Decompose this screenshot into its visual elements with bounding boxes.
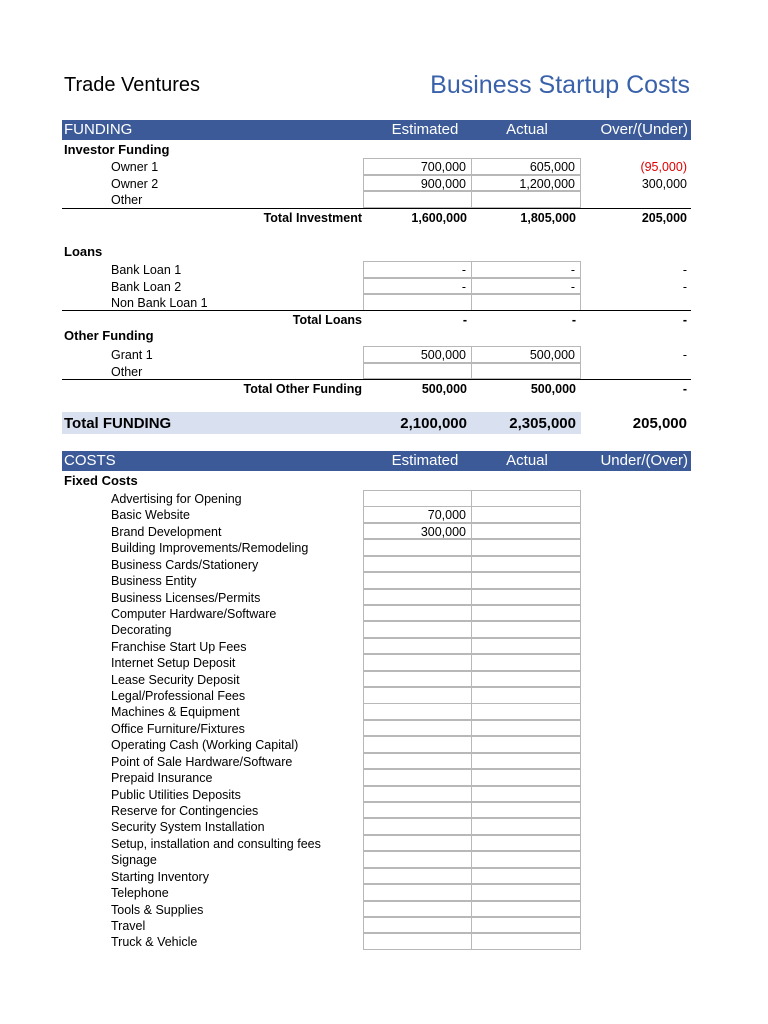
estimated-cell[interactable]	[363, 835, 472, 852]
costs-header	[62, 451, 691, 471]
actual-cell[interactable]	[471, 835, 581, 852]
estimated-value: -	[461, 279, 466, 294]
row-label: Security System Installation	[111, 820, 265, 835]
actual-cell[interactable]	[471, 556, 581, 573]
actual-value: 605,000	[529, 160, 575, 174]
row-label: Starting Inventory	[111, 869, 209, 884]
investor-funding-title: Investor Funding	[64, 142, 170, 157]
estimated-cell[interactable]	[363, 572, 472, 589]
row-label: Computer Hardware/Software	[111, 606, 277, 621]
table-row	[62, 279, 691, 296]
row-label: Signage	[111, 853, 157, 868]
estimated-cell[interactable]	[363, 191, 472, 208]
row-label: Other	[111, 364, 143, 379]
actual-cell[interactable]	[471, 261, 581, 278]
actual-cell[interactable]	[471, 523, 581, 540]
actual-cell[interactable]	[471, 346, 581, 363]
estimated-cell[interactable]	[363, 671, 472, 688]
row-label: Owner 2	[111, 176, 159, 191]
row-label: Prepaid Insurance	[111, 771, 213, 786]
estimated-cell[interactable]	[363, 294, 472, 311]
row-label: Advertising for Opening	[111, 492, 242, 506]
actual-cell[interactable]	[471, 605, 581, 622]
row-label: Business Entity	[111, 574, 197, 589]
total-other-funding-row	[62, 379, 691, 398]
actual-cell[interactable]	[471, 753, 581, 770]
table-row	[62, 836, 691, 853]
table-row	[62, 557, 691, 574]
total-other-funding-label: Total Other Funding	[243, 382, 362, 396]
actual-cell[interactable]	[471, 490, 581, 507]
total-loans-estimated: -	[462, 313, 467, 327]
total-investment-estimated: 1,600,000	[411, 211, 467, 225]
fixed-costs-title: Fixed Costs	[64, 473, 138, 488]
row-label: Building Improvements/Remodeling	[111, 541, 309, 556]
diff-value: -	[682, 263, 687, 277]
total-funding-diff: 205,000	[632, 415, 687, 432]
actual-cell[interactable]	[471, 278, 581, 295]
total-investment-row	[62, 208, 691, 227]
estimated-cell[interactable]	[363, 654, 472, 671]
estimated-value: 70,000	[427, 508, 466, 523]
actual-cell[interactable]	[471, 654, 581, 671]
other-funding-title: Other Funding	[64, 328, 154, 343]
actual-cell[interactable]	[471, 901, 581, 918]
row-label: Lease Security Deposit	[111, 672, 240, 687]
company-name: Trade Ventures	[64, 74, 201, 96]
actual-cell[interactable]	[471, 539, 581, 556]
estimated-cell[interactable]	[363, 506, 472, 523]
estimated-value: 700,000	[420, 160, 466, 174]
row-label: Travel	[111, 918, 146, 933]
row-label: Brand Development	[111, 524, 222, 539]
estimated-cell[interactable]	[363, 851, 472, 868]
table-row	[62, 655, 691, 672]
estimated-cell[interactable]	[363, 687, 472, 704]
row-label: Bank Loan 2	[111, 279, 182, 294]
table-row	[62, 852, 691, 869]
estimated-value: 500,000	[420, 348, 466, 362]
row-label: Office Furniture/Fixtures	[111, 721, 245, 736]
estimated-cell[interactable]	[363, 901, 472, 918]
row-label: Basic Website	[111, 508, 190, 523]
estimated-cell[interactable]	[363, 621, 472, 638]
total-other-funding-actual: 500,000	[530, 382, 576, 396]
table-row	[62, 364, 691, 381]
total-funding-label: Total FUNDING	[64, 415, 172, 432]
actual-cell[interactable]	[471, 884, 581, 901]
table-row	[62, 787, 691, 804]
actual-cell[interactable]	[471, 703, 581, 720]
estimated-value: -	[461, 263, 466, 277]
table-row	[62, 507, 691, 524]
row-label: Franchise Start Up Fees	[111, 639, 247, 654]
actual-cell[interactable]	[471, 720, 581, 737]
actual-cell[interactable]	[471, 786, 581, 803]
estimated-cell[interactable]	[363, 917, 472, 934]
estimated-cell[interactable]	[363, 818, 472, 835]
row-label: Reserve for Contingencies	[111, 803, 259, 818]
total-funding-estimated: 2,100,000	[400, 415, 467, 432]
table-row	[62, 902, 691, 919]
costs-header-estimated: Estimated	[391, 452, 459, 469]
row-label: Telephone	[111, 886, 169, 901]
estimated-cell[interactable]	[363, 363, 472, 380]
costs-header-actual: Actual	[506, 452, 548, 469]
page-title: Business Startup Costs	[430, 71, 690, 99]
table-row	[62, 819, 691, 836]
actual-value: -	[570, 263, 575, 277]
estimated-cell[interactable]	[363, 261, 472, 278]
total-loans-row	[62, 310, 691, 329]
total-loans-diff: -	[682, 313, 687, 327]
row-label: Truck & Vehicle	[111, 935, 198, 950]
actual-cell[interactable]	[471, 736, 581, 753]
funding-header-label: FUNDING	[64, 121, 133, 138]
estimated-cell[interactable]	[363, 933, 472, 950]
row-label: Legal/Professional Fees	[111, 689, 246, 704]
row-label: Public Utilities Deposits	[111, 787, 241, 802]
table-row	[62, 885, 691, 902]
funding-header-actual: Actual	[506, 121, 548, 138]
table-row	[62, 590, 691, 607]
estimated-cell[interactable]	[363, 556, 472, 573]
row-label: Owner 1	[111, 160, 159, 174]
table-row	[62, 540, 691, 557]
table-row	[62, 176, 691, 193]
estimated-cell[interactable]	[363, 605, 472, 622]
estimated-cell[interactable]	[363, 638, 472, 655]
actual-cell[interactable]	[471, 589, 581, 606]
row-label: Other	[111, 193, 143, 207]
row-label: Machines & Equipment	[111, 705, 240, 720]
total-funding-row	[62, 412, 691, 434]
estimated-cell[interactable]	[363, 158, 472, 175]
estimated-cell[interactable]	[363, 175, 472, 192]
row-label: Point of Sale Hardware/Software	[111, 754, 293, 769]
total-loans-label: Total Loans	[292, 313, 362, 327]
diff-value: -	[682, 279, 687, 294]
actual-cell[interactable]	[471, 802, 581, 819]
actual-cell[interactable]	[471, 917, 581, 934]
table-row	[62, 754, 691, 771]
actual-cell[interactable]	[471, 818, 581, 835]
estimated-cell[interactable]	[363, 490, 472, 507]
total-funding-actual: 2,305,000	[509, 415, 576, 432]
row-label: Internet Setup Deposit	[111, 656, 236, 671]
actual-cell[interactable]	[471, 506, 581, 523]
actual-cell[interactable]	[471, 851, 581, 868]
estimated-cell[interactable]	[363, 868, 472, 885]
estimated-value: 900,000	[420, 176, 466, 191]
estimated-cell[interactable]	[363, 703, 472, 720]
funding-header-diff: Over/(Under)	[600, 121, 688, 138]
table-row	[62, 192, 691, 209]
actual-cell[interactable]	[471, 363, 581, 380]
table-row	[62, 688, 691, 705]
table-row	[62, 262, 691, 279]
table-row	[62, 704, 691, 721]
row-label: Non Bank Loan 1	[111, 296, 208, 310]
total-investment-label: Total Investment	[263, 211, 362, 225]
total-loans-actual: -	[571, 313, 576, 327]
actual-value: 500,000	[529, 348, 575, 362]
row-label: Tools & Supplies	[111, 902, 204, 917]
actual-cell[interactable]	[471, 572, 581, 589]
diff-value: -	[682, 348, 687, 362]
table-row	[62, 639, 691, 656]
actual-cell[interactable]	[471, 638, 581, 655]
actual-cell[interactable]	[471, 191, 581, 208]
funding-header	[62, 120, 691, 140]
actual-cell[interactable]	[471, 769, 581, 786]
estimated-cell[interactable]	[363, 278, 472, 295]
actual-value: -	[570, 279, 575, 294]
funding-header-estimated: Estimated	[391, 121, 459, 138]
total-investment-actual: 1,805,000	[520, 211, 576, 225]
table-row	[62, 803, 691, 820]
estimated-cell[interactable]	[363, 786, 472, 803]
table-row	[62, 491, 691, 508]
actual-cell[interactable]	[471, 671, 581, 688]
table-row	[62, 770, 691, 787]
actual-cell[interactable]	[471, 158, 581, 175]
estimated-cell[interactable]	[363, 523, 472, 540]
table-row	[62, 934, 691, 951]
table-row	[62, 721, 691, 738]
estimated-cell[interactable]	[363, 539, 472, 556]
table-row	[62, 573, 691, 590]
actual-cell[interactable]	[471, 175, 581, 192]
estimated-cell[interactable]	[363, 720, 472, 737]
estimated-cell[interactable]	[363, 346, 472, 363]
table-row	[62, 869, 691, 886]
actual-cell[interactable]	[471, 621, 581, 638]
estimated-value: 300,000	[420, 524, 466, 539]
table-row	[62, 622, 691, 639]
actual-cell[interactable]	[471, 868, 581, 885]
table-row	[62, 737, 691, 754]
table-row	[62, 918, 691, 935]
row-label: Bank Loan 1	[111, 263, 182, 277]
total-other-funding-diff: -	[682, 382, 687, 396]
table-row	[62, 524, 691, 541]
costs-header-label: COSTS	[64, 452, 116, 469]
row-label: Decorating	[111, 623, 172, 638]
actual-value: 1,200,000	[519, 176, 575, 191]
row-label: Setup, installation and consulting fees	[111, 836, 321, 851]
table-row	[62, 606, 691, 623]
estimated-cell[interactable]	[363, 802, 472, 819]
table-row	[62, 159, 691, 176]
diff-value: (95,000)	[640, 160, 687, 174]
actual-cell[interactable]	[471, 294, 581, 311]
actual-cell[interactable]	[471, 933, 581, 950]
estimated-cell[interactable]	[363, 736, 472, 753]
table-row	[62, 672, 691, 689]
estimated-cell[interactable]	[363, 589, 472, 606]
total-other-funding-estimated: 500,000	[421, 382, 467, 396]
total-investment-diff: 205,000	[641, 211, 687, 225]
row-label: Operating Cash (Working Capital)	[111, 738, 299, 753]
row-label: Grant 1	[111, 348, 153, 362]
row-label: Business Licenses/Permits	[111, 590, 261, 605]
costs-header-diff: Under/(Over)	[600, 452, 688, 469]
row-label: Business Cards/Stationery	[111, 557, 259, 572]
table-row	[62, 347, 691, 364]
estimated-cell[interactable]	[363, 884, 472, 901]
estimated-cell[interactable]	[363, 769, 472, 786]
actual-cell[interactable]	[471, 687, 581, 704]
loans-title: Loans	[64, 244, 103, 259]
diff-value: 300,000	[641, 176, 687, 191]
estimated-cell[interactable]	[363, 753, 472, 770]
